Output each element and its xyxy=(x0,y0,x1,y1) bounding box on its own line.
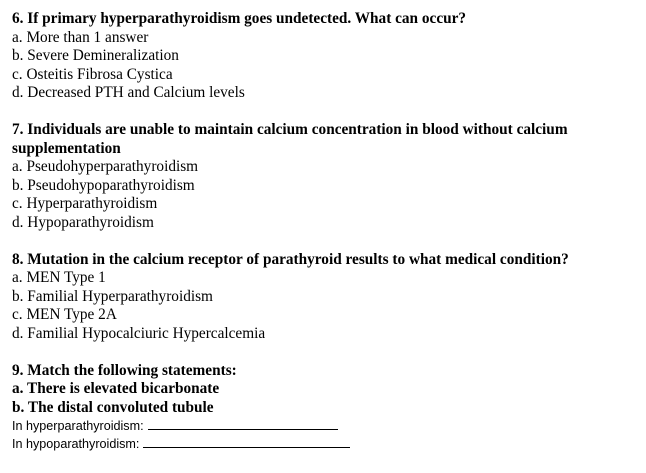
question-7-option-b: b. Pseudohypoparathyroidism xyxy=(12,176,195,194)
hyperparathyroidism-answer-blank[interactable] xyxy=(148,417,338,430)
question-7 xyxy=(12,121,638,232)
question-8-text: 8. Mutation in the calcium receptor of parathyroid results to what medical condition? xyxy=(12,250,569,268)
hyperparathyroidism-label: In hyperparathyroidism: xyxy=(12,419,144,433)
question-8-option-b: b. Familial Hyperparathyroidism xyxy=(12,287,213,305)
hyperparathyroidism-fill-in xyxy=(12,417,638,435)
hypoparathyroidism-answer-blank[interactable] xyxy=(143,435,350,448)
question-7-option-c: c. Hyperparathyroidism xyxy=(12,195,158,212)
question-6-option-c: c. Osteitis Fibrosa Cystica xyxy=(12,65,173,83)
question-9-statement-b: b. The distal convoluted tubule xyxy=(12,398,214,416)
question-7-text: 7. Individuals are unable to maintain calcium concentration in blood without calcium supplementation xyxy=(12,121,568,157)
question-9 xyxy=(12,362,638,454)
question-6-option-d: d. Decreased PTH and Calcium levels xyxy=(12,84,245,101)
question-6-text: 6. If primary hyperparathyroidism goes undetected. What can occur? xyxy=(12,10,467,27)
question-7-option-d: d. Hypoparathyroidism xyxy=(12,213,154,231)
question-9-text: 9. Match the following statements: xyxy=(12,361,237,379)
question-9-statement-a: a. There is elevated bicarbonate xyxy=(12,380,220,397)
question-8-option-a: a. MEN Type 1 xyxy=(12,269,106,286)
question-8-option-d: d. Familial Hypocalciuric Hypercalcemia xyxy=(12,324,266,342)
question-8 xyxy=(12,251,638,344)
question-6 xyxy=(12,10,638,103)
question-7-option-a: a. Pseudohyperparathyroidism xyxy=(12,158,199,175)
worksheet xyxy=(12,10,638,472)
question-6-option-b: b. Severe Demineralization xyxy=(12,47,179,64)
question-8-option-c: c. MEN Type 2A xyxy=(12,306,117,323)
hypoparathyroidism-fill-in xyxy=(12,435,638,453)
question-6-option-a: a. More than 1 answer xyxy=(12,28,149,46)
hypoparathyroidism-label: In hypoparathyroidism: xyxy=(12,437,140,451)
